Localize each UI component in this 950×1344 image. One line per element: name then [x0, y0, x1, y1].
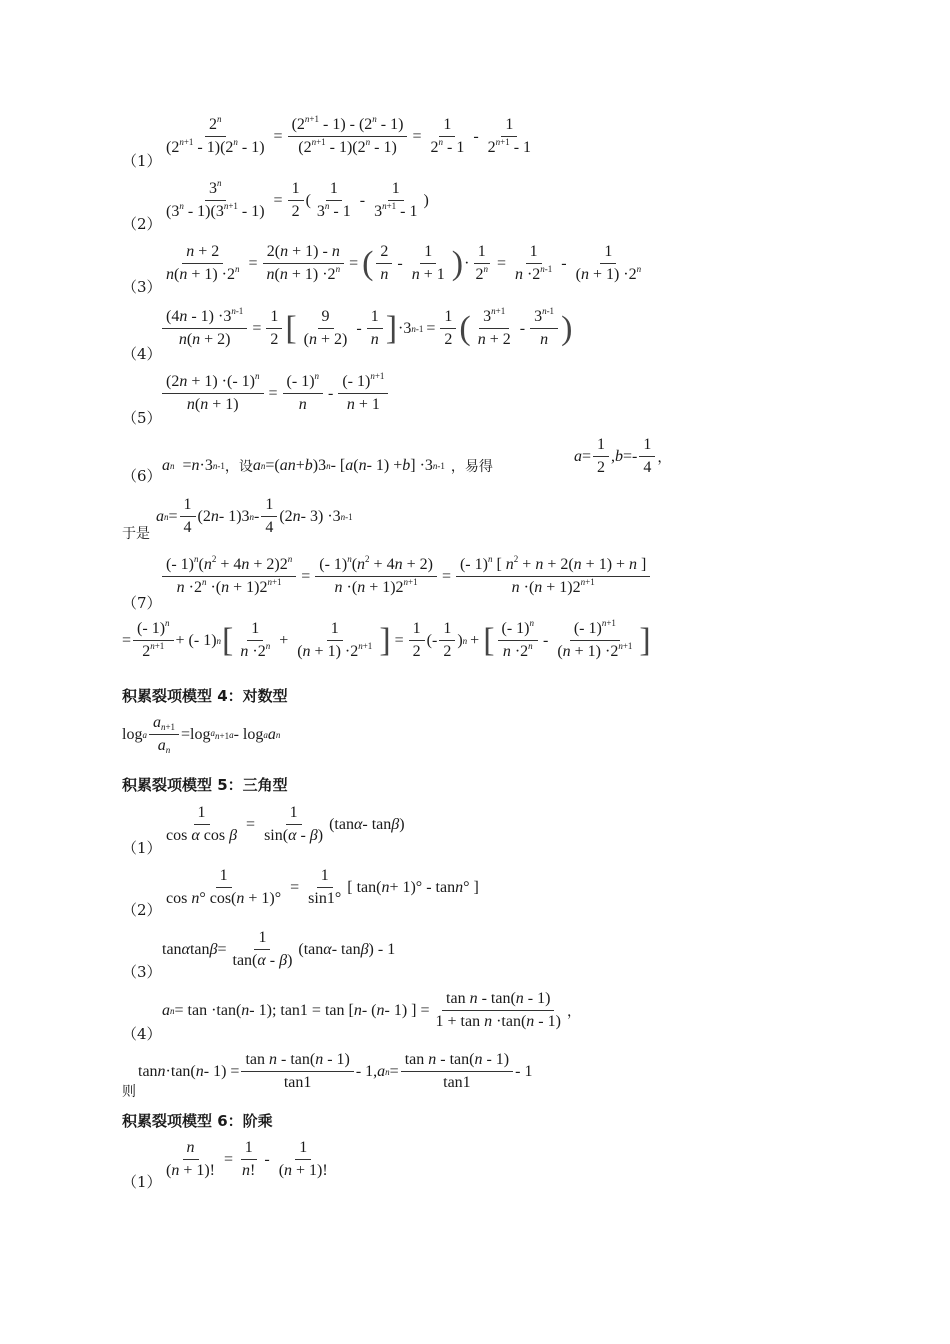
formula-3: $\frac{n + 2}{n(n + 1) \cdot 2^n}$ = $\frac{2(n + 1) - n}{n(n + 1) \cdot 2^n}$ = ( $\frac{2}{n}$ - $\frac{1}{n + 1}$ ) · $\frac{1}{2^n}$ = $\frac{1}{n \cdot 2^{n-1}}$ - $\frac{1}{(n + 1) \cdot 2^n}$ [166, 243, 642, 284]
item-label-2: （2） [122, 215, 162, 233]
formula-log: log a $\frac{a_{n+1}}{a_n}$ =log $a_{n+1}$ a - log a a n [122, 714, 281, 756]
formula-trig-3: tan α tan β = $\frac{1}{\tan(\alpha - \beta)}$ (tan α - tan β ) - 1 [162, 929, 396, 970]
item-label-1: （1） [122, 152, 162, 170]
formula-trig-4: a n = tan ·tan( n - 1); tan1 = tan [ n - ( n - 1) ] = $\frac{\text{tan n - tan(n - 1)}}{\text{1 + tan n ·tan(n - 1)}}$ ， [162, 990, 581, 1031]
trig-label-2: （2） [122, 901, 162, 919]
ze-text: 则 [122, 1084, 136, 1100]
formula-6c: a n = $\frac{1}{4}$ (2 n - 1)3 n - $\frac{1}{4}$ (2 n - 3) ·3 n-1 [156, 496, 353, 537]
formula-fact-1: $\frac{n}{(n + 1)!}$ = $\frac{1}{n!}$ - $\frac{1}{(n + 1)!}$ [166, 1139, 328, 1180]
fact-label-1: （1） [122, 1173, 162, 1191]
formula-5: $\frac{(2n + 1) \cdot(- 1)^n}{n(n + 1)}$ = $\frac{(- 1)^n}{n}$ - $\frac{(- 1)^{n+1}}{n + 1}$ [160, 373, 390, 415]
she-text: ，设 [224, 459, 253, 475]
formula-4: $\frac{(4n - 1) \cdot 3^{n-1}}{n(n + 2)}$ = $\frac{1}{2}$ [ $\frac{9}{(n + 2)}$ - $\frac{1}{n}$ ] ·3 n-1 = $\frac{1}{2}$ ( $\frac{3^{n+1}}{n + 2}$ - $\frac{3^{n-1}}{n}$ ) [160, 308, 573, 350]
formula-7a: $\frac{(- 1)^n(n^2 + 4n + 2)2^n}{n \cdot 2^n \cdot(n + 1)2^{n+1}}$ = $\frac{(- 1)^n(n^2 + 4n + 2)}{n \cdot(n + 1)2^{n+1}}$ = $\frac{(- 1)^n [ n^2 + n + 2(n + 1) + n ]}{n \cdot(n + 1)2^{n+1}}$ [160, 556, 652, 598]
item-label-4: （4） [122, 345, 162, 363]
formula-7b: = $\frac{(- 1)^n}{2^{n+1}}$ + (- 1) n [ $\frac{1}{n \cdot 2^n}$ + $\frac{1}{(n + 1) \cdot 2^{n+1}}$ ] = $\frac{1}{2}$ (- $\frac{1}{2}$ ) n + [ $\frac{(- 1)^n}{n \cdot 2^n}$ - $\frac{(- 1)^{n+1}}{(n + 1) \cdot 2^{n+1}}$ ] [122, 618, 651, 661]
trig-label-1: （1） [122, 839, 162, 857]
item-label-3: （3） [122, 278, 162, 296]
formula-trig-2: $\frac{1}{\text{cos n° cos(n + 1)°}}$ = $\frac{1}{\sin 1^\circ}$ [ tan( n + 1)° - tan n ° ] [166, 867, 479, 908]
trig-label-4: （4） [122, 1025, 162, 1043]
formula-6b: a = $\frac{1}{2}$ , b =- $\frac{1}{4}$ ， [574, 436, 672, 477]
trig-label-3: （3） [122, 963, 162, 981]
item-label-7: （7） [122, 594, 162, 612]
yushi-text: 于是 [122, 526, 150, 542]
formula-trig-1: $\frac{1}{\text{cos α cos β}}$ = $\frac{1}{\sin(\alpha - \beta)}$ (tan α - tan β ) [166, 804, 405, 845]
heading-model-5: 积累裂项模型 5：三角型 [122, 776, 288, 794]
formula-6a: a n = n ·3 n-1 ，设 a n =( an + b )3 n - [ a ( n - 1) + b ] ·3 n-1 ，易得 [162, 457, 493, 475]
formula-2: $\frac{3^n}{(3^n - 1)(3^{n+1} - 1)}$ = $\frac{1}{2}$ ( $\frac{1}{3^n - 1}$ - $\frac{1}{3^{n+1} - 1}$ ) [166, 178, 429, 221]
heading-model-6: 积累裂项模型 6：阶乘 [122, 1112, 273, 1130]
formula-1: $\frac{2^n}{(2^{n+1} - 1)(2^n - 1)}$ = $\frac{(2^{n+1} - 1) - (2^n - 1)}{(2^{n+1} - 1)(2^n - 1)}$ = $\frac{1}{2^n - 1}$ - $\frac{1}{2^{n+1} - 1}$ [166, 114, 532, 157]
yide-text: ，易得 [450, 459, 493, 475]
formula-trig-5: tan n ·tan( n - 1) = $\frac{\text{tan n - tan(n - 1)}}{\tan 1}$ - 1, a n = $\frac{\text{tan n - tan(n - 1)}}{\tan 1}$ - 1 [138, 1051, 533, 1092]
item-label-6: （6） [122, 467, 162, 485]
item-label-5: （5） [122, 409, 162, 427]
heading-model-4: 积累裂项模型 4：对数型 [122, 687, 288, 705]
comma-text: ， [657, 449, 672, 466]
comma-text-2: ， [566, 1003, 581, 1020]
